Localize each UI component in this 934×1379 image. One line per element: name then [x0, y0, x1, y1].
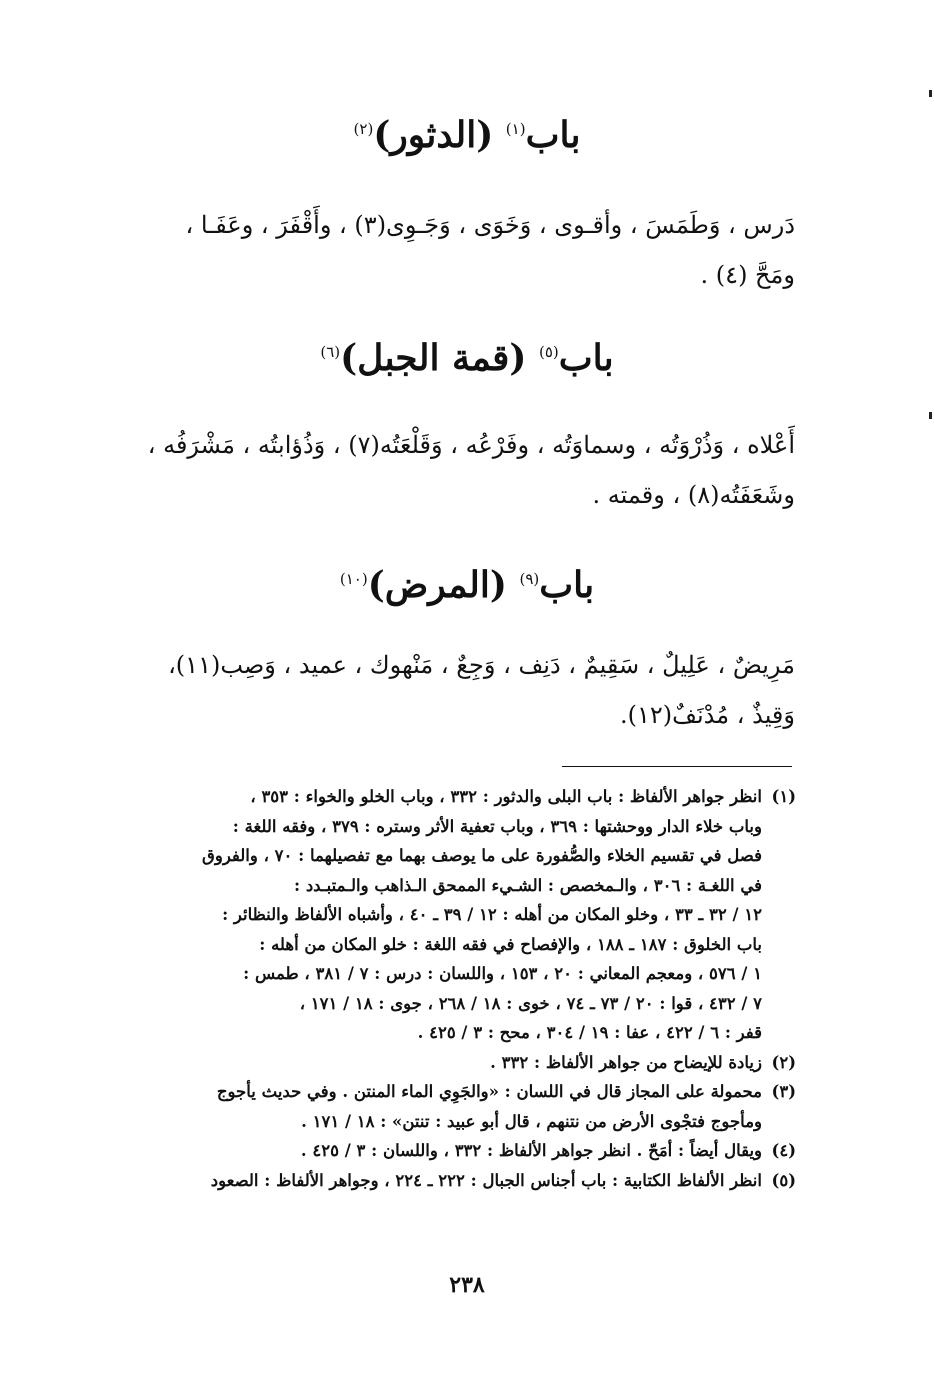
footnotes	[88, 782, 796, 1195]
footnote-line: ١٢ / ٣٢ ـ ٣٣ ، وخلو المكان من أهله : ١٢ / ٣٩ ـ ٤٠ ، وأشباه الألفاظ والنظائر :	[222, 905, 762, 924]
footnote-number: (٢)	[771, 1052, 796, 1072]
footnote-ref: (٢)	[353, 120, 374, 138]
footnote-3	[88, 1077, 796, 1136]
footnote-line: زيادة للإيضاح من جواهر الألفاظ : ٣٣٢ .	[490, 1052, 762, 1072]
footnote-line: ومأجوج فتجْوى الأرض من نتنهم ، قال أبو عبيد : تنتن» : ١٨ / ١٧١ .	[301, 1111, 762, 1131]
footnote-line: في اللغـة : ٣٠٦ ، والـمخصص : الشـيء الممحق الـذاهب والـمتبـدد :	[294, 875, 762, 895]
footnote-number: (١)	[771, 787, 796, 806]
footnote-line: ١ / ٥٧٦ ، ومعجم المعاني : ٢٠ ، ١٥٣ ، واللسان : درس : ٧ / ٣٨١ ، طمس :	[243, 964, 762, 983]
paragraph-line: ومَحَّ (٤) .	[700, 261, 795, 289]
heading-title: (الدثور)	[373, 114, 494, 156]
footnote-ref: (٦)	[320, 343, 341, 361]
synonym-paragraph-2	[90, 420, 795, 520]
footnote-number: (٤)	[771, 1141, 796, 1160]
heading-bab: باب	[539, 564, 595, 606]
scan-mark	[929, 90, 932, 97]
paragraph-line: وَقِيذٌ ، مُدْنَفٌ(١٢).	[619, 701, 795, 729]
footnote-line: انظر الألفاظ الكتابية : باب أجناس الجبال : ٢٢٢ ـ ٢٢٤ ، وجواهر الألفاظ : الصعود	[210, 1170, 762, 1190]
footnote-4	[88, 1136, 796, 1166]
page-number: ٢٣٨	[449, 1272, 485, 1298]
footnote-ref: (١)	[505, 120, 526, 138]
footnote-number: (٣)	[771, 1082, 796, 1101]
heading-bab: باب	[525, 114, 581, 156]
footnote-line: وباب خلاء الدار ووحشتها : ٣٦٩ ، وباب تعفية الأثر وستره : ٣٧٩ ، وفقه اللغة :	[232, 816, 762, 836]
paragraph-line: وشَعَفَتُه(٨) ، وقمته .	[592, 481, 795, 509]
heading-title: (المرض)	[367, 564, 507, 606]
footnote-5	[88, 1166, 796, 1196]
footnote-line: ٧ / ٤٣٢ ، قوا : ٢٠ / ٧٣ ـ ٧٤ ، خوى : ١٨ / ٢٦٨ ، جوى : ١٨ / ١٧١ ،	[299, 993, 762, 1013]
footnote-ref: (٩)	[519, 570, 540, 588]
heading-title: (قمة الجبل)	[340, 337, 527, 379]
synonym-paragraph-3	[90, 640, 795, 740]
scan-mark	[929, 412, 932, 419]
footnote-ref: (١٠)	[339, 570, 368, 588]
paragraph-line: مَرِيضٌ ، عَلِيلٌ ، سَقِيمٌ ، دَنِف ، وَجِعٌ ، مَنْهوك ، عميد ، وَصِب(١١)،	[168, 651, 795, 679]
paragraph-line: دَرس ، وَطَمَسَ ، وأقـوى ، وَخَوَى ، وَجَـوِى(٣) ، وأَقْفَرَ ، وعَفَـا ،	[185, 211, 795, 239]
synonym-paragraph-1	[90, 200, 795, 300]
section-heading-3	[0, 555, 934, 609]
footnote-number: (٥)	[771, 1170, 796, 1190]
footnote-line: باب الخلوق : ١٨٧ ـ ١٨٨ ، والإفصاح في فقه اللغة : خلو المكان من أهله :	[259, 934, 762, 954]
footnote-line: انظر جواهر الألفاظ : باب البلى والدثور : ٣٣٢ ، وباب الخلو والخواء : ٣٥٣ ،	[250, 787, 762, 806]
footnote-line: ويقال أيضاً : أمَحّ . انظر جواهر الألفاظ : ٣٣٢ ، واللسان : ٣ / ٤٢٥ .	[300, 1141, 762, 1160]
paragraph-line: أَعْلاه ، وَذُرْوَتُه ، وسماوَتُه ، وفَرْعُه ، وَقَلْعَتُه(٧) ، وَذُؤابتُه ، مَشْرَفُه ،	[147, 431, 795, 459]
footnote-line: قفر : ٦ / ٤٢٢ ، عفا : ١٩ / ٣٠٤ ، محح : ٣ / ٤٢٥ .	[417, 1023, 762, 1042]
section-heading-1	[0, 105, 934, 159]
footnote-2	[88, 1048, 796, 1078]
footnote-1	[88, 782, 796, 1048]
footnote-ref: (٥)	[538, 343, 559, 361]
footnote-line: محمولة على المجاز قال في اللسان : «والجَوِي الماء المنتن . وفي حديث يأجوج	[216, 1082, 762, 1101]
footnote-line: فصل في تقسيم الخلاء والصُّفورة على ما يوصف بهما مع تفصيلهما : ٧٠ ، والفروق	[202, 846, 762, 865]
footnote-separator	[562, 766, 792, 767]
section-heading-2	[0, 328, 934, 382]
heading-bab: باب	[558, 337, 614, 379]
